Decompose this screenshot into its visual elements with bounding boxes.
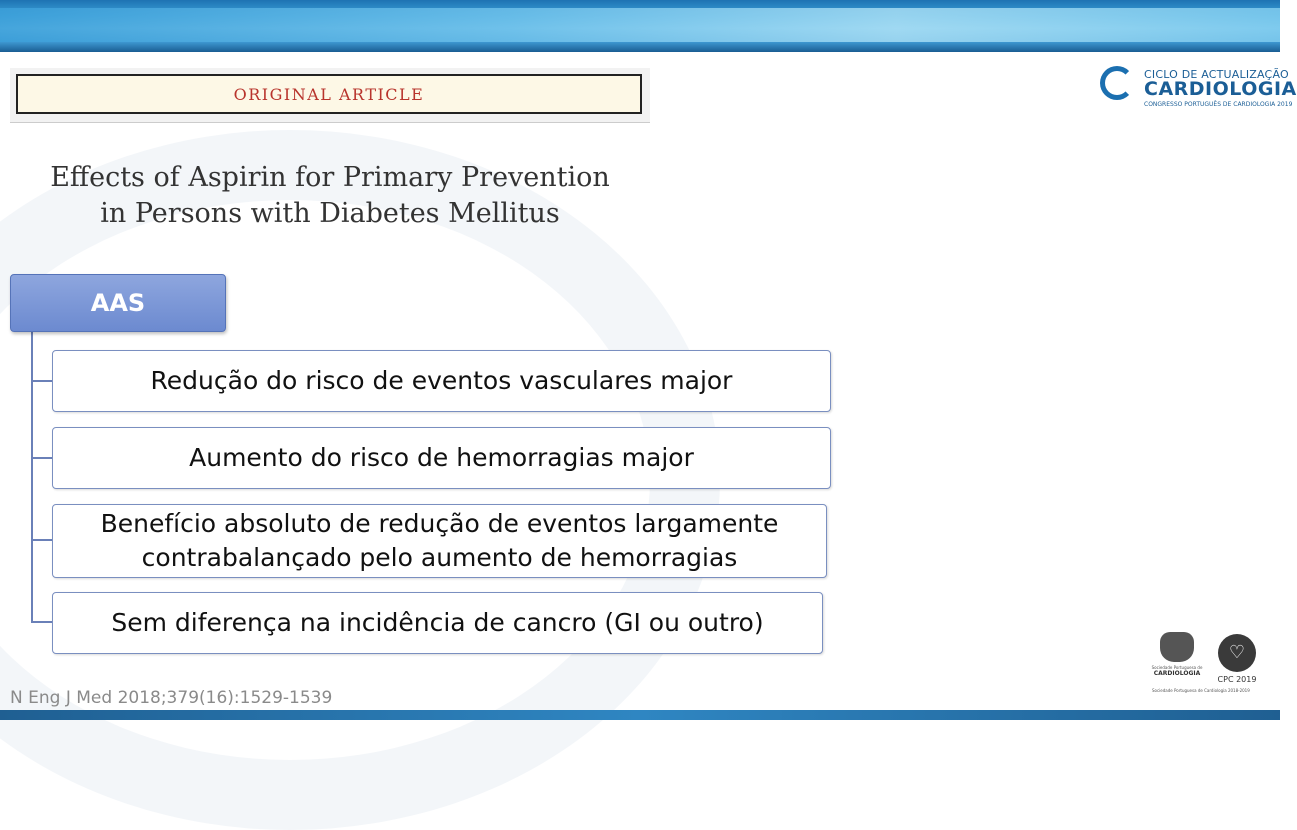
footer-bar bbox=[0, 710, 1280, 720]
heart-icon bbox=[1160, 632, 1194, 662]
original-article-banner: ORIGINAL ARTICLE bbox=[16, 74, 642, 114]
article-title-line2: in Persons with Diabetes Mellitus bbox=[100, 198, 560, 229]
citation: N Eng J Med 2018;379(16):1529-1539 bbox=[10, 688, 333, 708]
cpc-logo: ♡ CPC 2019 bbox=[1214, 634, 1260, 684]
logo-line2: CARDIOLOGIA bbox=[1144, 78, 1297, 100]
tree-branch-3 bbox=[31, 539, 52, 541]
tree-branch-2 bbox=[31, 457, 52, 459]
list-item-4: Sem diferença na incidência de cancro (GI ou outro) bbox=[52, 592, 823, 654]
list-item-2: Aumento do risco de hemorragias major bbox=[52, 427, 831, 489]
logo-line1: CICLO DE ACTUALIZAÇÃO bbox=[1144, 68, 1289, 81]
list-item-3: Benefício absoluto de redução de eventos largamente contrabalançado pelo aumento de hemorragias bbox=[52, 504, 827, 578]
list-item-1: Redução do risco de eventos vasculares major bbox=[52, 350, 831, 412]
logo-ring-icon bbox=[1100, 66, 1134, 100]
root-node-aas: AAS bbox=[10, 274, 226, 332]
spc-footer-text: Sociedade Portuguesa de Cardiologia 2018-2019 bbox=[1152, 688, 1250, 693]
spc-logo: Sociedade Portuguesa de CARDIOLOGIA bbox=[1150, 632, 1204, 686]
ciclo-cardiologia-logo bbox=[1098, 64, 1297, 112]
article-title bbox=[20, 160, 640, 232]
tree-branch-4 bbox=[31, 621, 52, 623]
heart-outline-icon: ♡ bbox=[1218, 634, 1256, 672]
article-title-line1: Effects of Aspirin for Primary Prevention bbox=[50, 162, 610, 193]
header-banner bbox=[0, 0, 1280, 52]
tree-branch-1 bbox=[31, 380, 52, 382]
tree-trunk bbox=[31, 332, 33, 623]
logo-line3: CONGRESSO PORTUGUÊS DE CARDIOLOGIA 2019 bbox=[1144, 101, 1293, 108]
